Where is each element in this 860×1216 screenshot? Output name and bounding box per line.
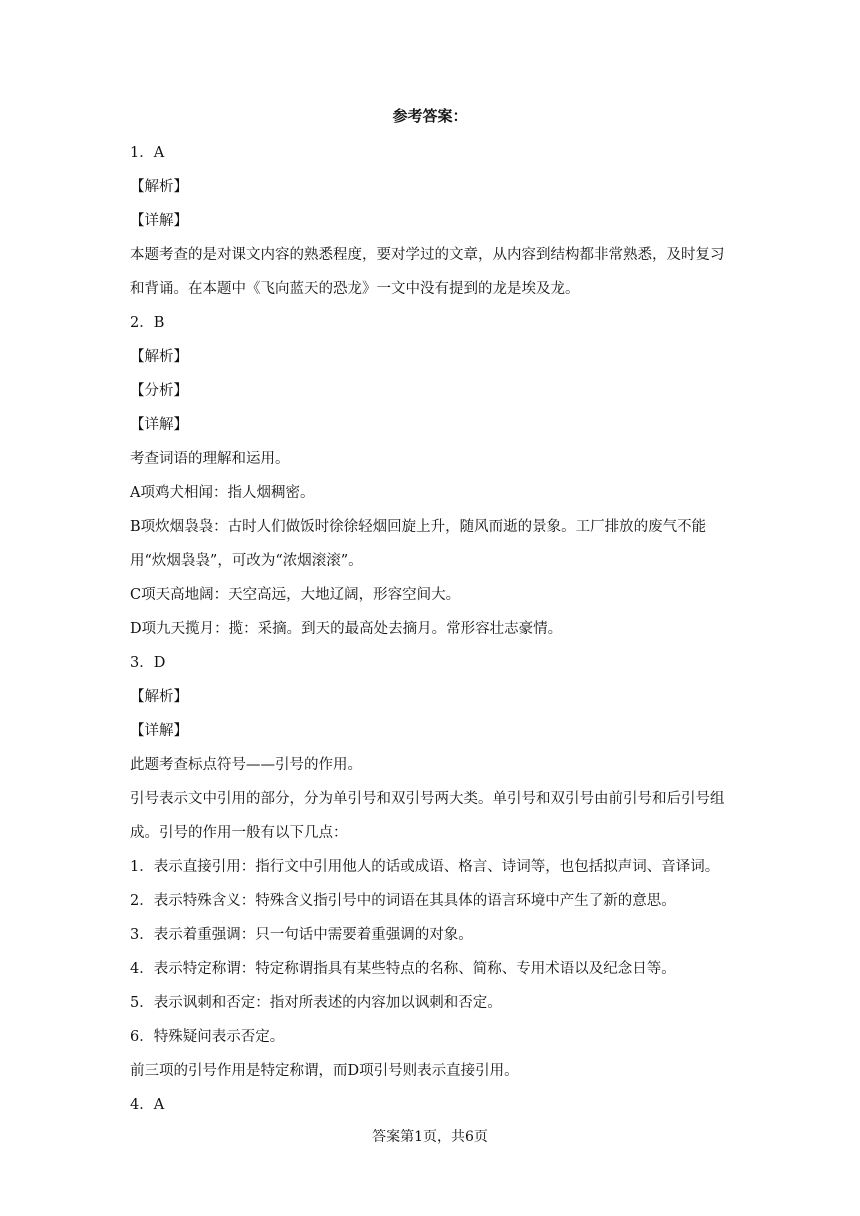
section-label: 【详解】 [130, 213, 188, 229]
section-label: 【详解】 [130, 723, 188, 739]
answer-number: 3．D [130, 655, 166, 671]
section-label: 【解析】 [130, 179, 188, 195]
list-item: 3．表示着重强调：只一句话中需要着重强调的对象。 [130, 927, 473, 943]
list-item: 6．特殊疑问表示否定。 [130, 1029, 285, 1045]
list-item: 5．表示讽刺和否定：指对所表述的内容加以讽刺和否定。 [130, 995, 502, 1011]
section-label: 【解析】 [130, 689, 188, 705]
list-item: 2．表示特殊含义：特殊含义指引号中的词语在其具体的语言环境中产生了新的意思。 [130, 893, 676, 909]
page-title: 参考答案： [392, 107, 468, 125]
answer-content [130, 136, 738, 1122]
paragraph: C项天高地阔：天空高远，大地辽阔，形容空间大。 [130, 587, 461, 603]
paragraph: 引号表示文中引用的部分，分为单引号和双引号两大类。单引号和双引号由前引号和后引号组成。引号的作用一般有以下几点： [130, 791, 725, 841]
paragraph: 此题考查标点符号——引号的作用。 [130, 757, 362, 773]
paragraph: B项炊烟袅袅：古时人们做饭时徐徐轻烟回旋上升，随风而逝的景象。工厂排放的废气不能用“炊烟袅袅”，可改为“浓烟滚滚”。 [130, 519, 707, 569]
paragraph: 本题考查的是对课文内容的熟悉程度，要对学过的文章，从内容到结构都非常熟悉，及时复习和背诵。在本题中《飞向蓝天的恐龙》一文中没有提到的龙是埃及龙。 [130, 247, 725, 297]
paragraph: 前三项的引号作用是特定称谓，而D项引号则表示直接引用。 [130, 1063, 519, 1079]
list-item: 1．表示直接引用：指行文中引用他人的话或成语、格言、诗词等，也包括拟声词、音译词。 [130, 859, 720, 875]
section-label: 【详解】 [130, 417, 188, 433]
list-item: 4．表示特定称谓：特定称谓指具有某些特点的名称、简称、专用术语以及纪念日等。 [130, 961, 676, 977]
paragraph: 考查词语的理解和运用。 [130, 451, 290, 467]
answer-number: 2．B [130, 315, 165, 331]
paragraph: A项鸡犬相闻：指人烟稠密。 [130, 485, 315, 501]
answer-number: 1．A [130, 145, 165, 161]
section-label: 【解析】 [130, 349, 188, 365]
page-footer: 答案第1页，共6页 [372, 1129, 488, 1145]
section-label: 【分析】 [130, 383, 188, 399]
paragraph: D项九天揽月：揽：采摘。到天的最高处去摘月。常形容壮志豪情。 [130, 621, 563, 637]
answer-number: 4．A [130, 1097, 165, 1113]
